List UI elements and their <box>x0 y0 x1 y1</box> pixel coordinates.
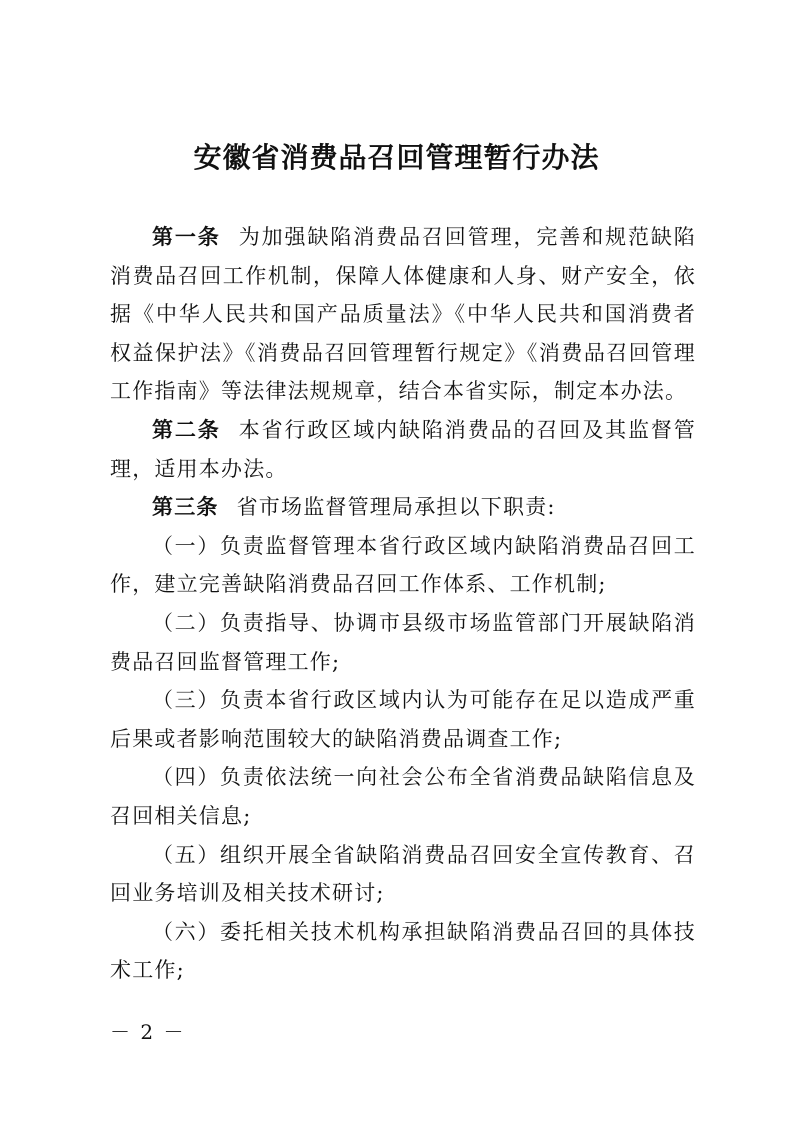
article-1-text: 为加强缺陷消费品召回管理，完善和规范缺陷消费品召回工作机制，保障人体健康和人身、财产安全，依据《中华人民共和国产品质量法》《中华人民共和国消费者权益保护法》《消费品召回管理暂行规定》《消费品召回管理工作指南》等法律法规规章，结合本省实际，制定本办法。 <box>110 225 696 404</box>
article-3-text: 省市场监督管理局承担以下职责: <box>236 495 556 520</box>
list-item-5: （五）组织开展全省缺陷消费品召回安全宣传教育、召回业务培训及相关技术研讨; <box>110 842 696 906</box>
document-title: 安徽省消费品召回管理暂行办法 <box>193 141 600 174</box>
article-1-label: 第一条 <box>152 225 221 249</box>
article-2-label: 第二条 <box>152 417 221 442</box>
article-2-text: 本省行政区域内缺陷消费品的召回及其监督管理，适用本办法。 <box>110 417 696 481</box>
page-number: － 2 － <box>110 1020 186 1044</box>
list-item-3: （三）负责本省行政区域内认为可能存在足以造成严重后果或者影响范围较大的缺陷消费品调查工作; <box>110 688 696 751</box>
document-body <box>110 218 696 990</box>
article-3-label: 第三条 <box>152 495 219 520</box>
list-item-2: （二）负责指导、协调市县级市场监管部门开展缺陷消费品召回监督管理工作; <box>110 610 696 674</box>
list-item-4: （四）负责依法统一向社会公布全省消费品缺陷信息及召回相关信息; <box>110 765 696 828</box>
list-item-1: （一）负责监督管理本省行政区域内缺陷消费品召回工作，建立完善缺陷消费品召回工作体系、工作机制; <box>110 533 696 597</box>
list-item-6: （六）委托相关技术机构承担缺陷消费品召回的具体技术工作; <box>110 919 696 983</box>
article-3 <box>110 488 696 527</box>
article-1 <box>110 218 696 411</box>
article-2 <box>110 411 696 488</box>
